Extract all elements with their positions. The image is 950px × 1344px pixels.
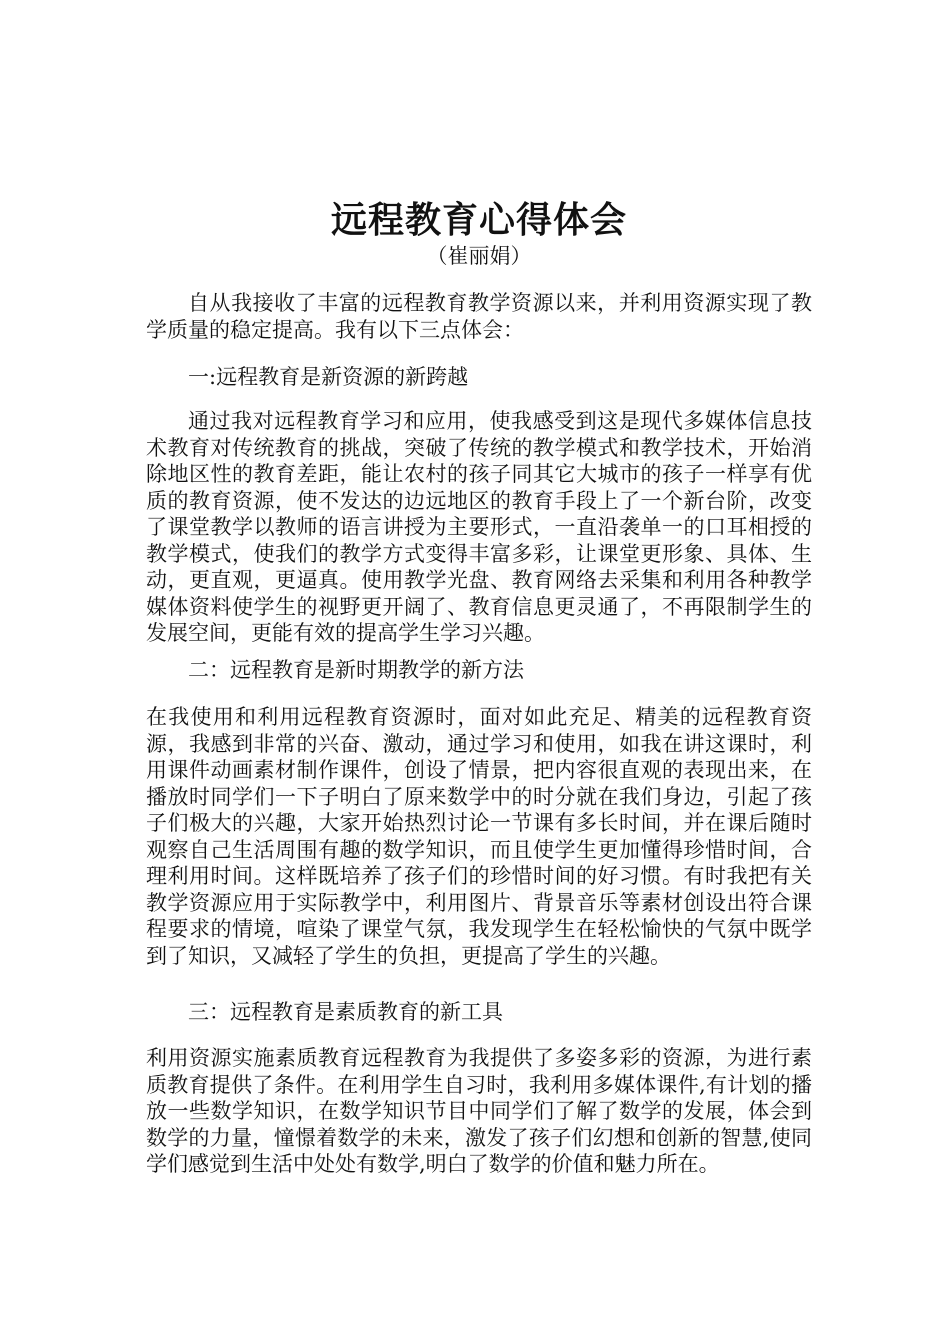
section-3-heading: 三：远程教育是素质教育的新工具 xyxy=(188,1000,503,1024)
section-1-heading: 一:远程教育是新资源的新跨越 xyxy=(188,365,469,389)
section-3-paragraph: 利用资源实施素质教育远程教育为我提供了多姿多彩的资源，为进行素质教育提供了条件。在利用学生自习时，我利用多媒体课件,有计划的播放一些数学知识，在数学知识节目中同学们了解了数学的发展，体会到数学的力量，憧憬着数学的未来，激发了孩子们幻想和创新的智慧,使同学们感觉到生活中处处有数学,明白了数学的价值和魅力所在。 xyxy=(146,1046,812,1176)
section-2-heading: 二：远程教育是新时期教学的新方法 xyxy=(188,658,524,682)
section-2-paragraph: 在我使用和利用远程教育资源时，面对如此充足、精美的远程教育资源，我感到非常的兴奋、激动，通过学习和使用，如我在讲这课时，利用课件动画素材制作课件，创设了情景，把内容很直观的表现出来，在播放时同学们一下子明白了原来数学中的时分就在我们身边，引起了孩子们极大的兴趣，大家开始热烈讨论一节课有多长时间，并在课后随时观察自己生活周围有趣的数学知识，而且使学生更加懂得珍惜时间，合理利用时间。这样既培养了孩子们的珍惜时间的好习惯。有时我把有关教学资源应用于实际教学中，利用图片、背景音乐等素材创设出符合课程要求的情境，喧染了课堂气氛，我发现学生在轻松愉快的气氛中既学到了知识，又减轻了学生的负担，更提高了学生的兴趣。 xyxy=(146,705,812,968)
section-1-paragraph: 通过我对远程教育学习和应用，使我感受到这是现代多媒体信息技术教育对传统教育的挑战，突破了传统的教学模式和教学技术，开始消除地区性的教育差距，能让农村的孩子同其它大城市的孩子一样享有优质的教育资源，使不发达的边远地区的教育手段上了一个新台阶，改变了课堂教学以教师的语言讲授为主要形式，一直沿袭单一的口耳相授的教学模式，使我们的教学方式变得丰富多彩，让课堂更形象、具体、生动，更直观，更逼真。使用教学光盘、教育网络去采集和利用各种教学媒体资料使学生的视野更开阔了、教育信息更灵通了，不再限制学生的发展空间，更能有效的提高学生学习兴趣。 xyxy=(146,409,812,645)
intro-paragraph: 自从我接收了丰富的远程教育教学资源以来，并利用资源实现了教学质量的稳定提高。我有以下三点体会： xyxy=(146,291,812,342)
document-author: （崔丽娟） xyxy=(426,244,532,268)
document-title: 远程教育心得体会 xyxy=(330,199,627,242)
